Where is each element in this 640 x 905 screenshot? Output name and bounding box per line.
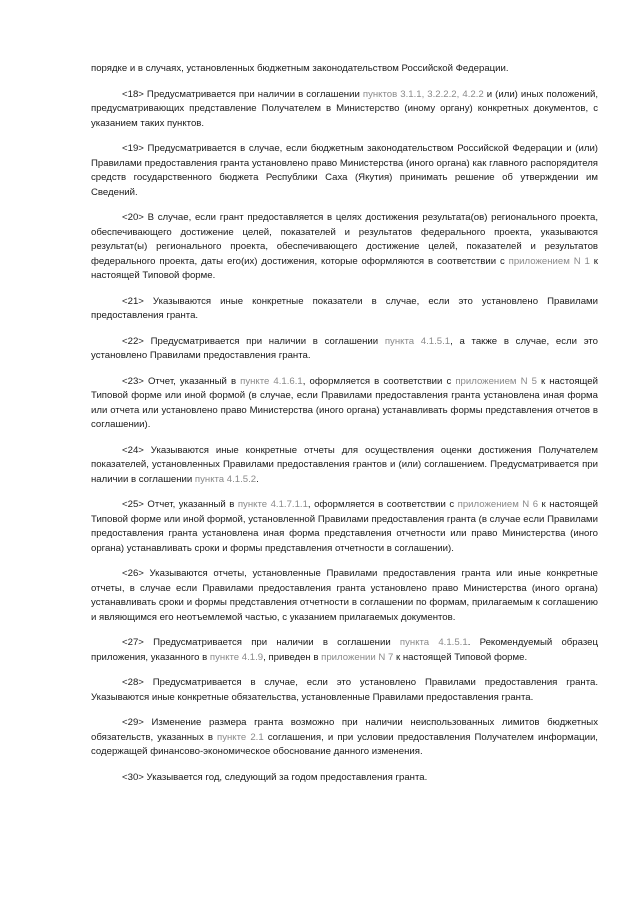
cross-reference-link[interactable]: пункте 4.1.6.1 <box>240 375 303 387</box>
footnote-paragraph-23 <box>91 375 598 433</box>
paragraph-text: <30> Указывается год, следующий за годом предоставления гранта. <box>122 771 428 783</box>
paragraph-text: <25> Отчет, указанный в <box>122 499 238 510</box>
paragraph-text: , а также в случае, если это установлено Правилами предоставления гранта. <box>91 335 598 361</box>
paragraph-text: <24> Указываются иные конкретные отчеты для осуществления оценки достижения Получателем показателей, установленных Правилами предоставления грантов и (или) соглашением. Предусматривается при наличии в соглашении <box>91 444 598 485</box>
paragraph-text: к настоящей Типовой форме. <box>91 255 598 281</box>
cross-reference-link[interactable]: приложением N 5 <box>455 375 537 387</box>
footnote-paragraph-25 <box>91 498 598 556</box>
footnote-paragraph-19 <box>91 142 598 200</box>
paragraph-text: <28> Предусматривается в случае, если это установлено Правилами предоставления гранта. Указываются иные конкретные обязательства, установленные Правилами предоставления гранта. <box>91 677 598 703</box>
paragraph-text: . Рекомендуемый образец приложения, указанного в <box>91 637 598 663</box>
footnote-paragraph-30 <box>91 771 598 786</box>
paragraph-text: к настоящей Типовой форме или иной формой, установленной Правилами предоставления гранта (в случае если Правилами предоставления гранта установлена иная форма представления отчетности или право Министерства (иного органа) устанавливать сроки и формы представления отчетности в соглашении). <box>91 499 598 554</box>
cross-reference-link[interactable]: пунктов 3.1.1, 3.2.2.2, 4.2.2 <box>362 88 484 100</box>
paragraph-text: <27> Предусматривается при наличии в соглашении <box>122 637 400 648</box>
paragraph-text: <22> Предусматривается при наличии в соглашении <box>122 335 385 347</box>
paragraph-text: <26> Указываются отчеты, установленные Правилами предоставления гранта или иные конкретные отчеты, в случае если Правилами предоставления гранта установлено право Министерства (иного органа) устанавливать сроки и формы представления отчетности в соглашении по формам, прилагаемым к соглашению и являющимся его неотъемлемой частью, с указанием прилагаемых документов. <box>91 568 598 623</box>
cross-reference-link[interactable]: приложением N 6 <box>457 499 539 510</box>
paragraph-text: <20> В случае, если грант предоставляется в целях достижения результата(ов) регионального проекта, обеспечивающего достижение целей, показателей и результатов федерального проекта, указываются результат(ы) регионального проекта, обеспечивающего достижение целей, показателей и результатов федерального проекта, даты его(их) достижения, которые оформляются в соответствии с <box>91 212 598 267</box>
paragraph-text: <21> Указываются иные конкретные показатели в случае, если это установлено Правилами предоставления гранта. <box>91 295 598 321</box>
footnote-paragraph-20 <box>91 211 598 284</box>
cross-reference-link[interactable]: приложением N 1 <box>508 255 590 267</box>
cross-reference-link[interactable]: пункте 4.1.9 <box>209 651 264 663</box>
cross-reference-link[interactable]: приложении N 7 <box>321 651 394 663</box>
paragraph-text: <23> Отчет, указанный в <box>122 375 241 387</box>
document-body <box>91 62 598 796</box>
cross-reference-link[interactable]: пункта 4.1.5.1 <box>399 637 468 648</box>
footnote-paragraph-18 <box>91 88 598 132</box>
footnote-paragraph-26 <box>91 567 598 625</box>
paragraph-text: соглашения, и при условии предоставления Получателем информации, содержащей финансово-экономическое обоснование данного изменения. <box>91 731 598 757</box>
paragraph-text: к настоящей Типовой форме или иной формой (в случае, если Правилами предоставления гранта установлена иная форма или отчета или установлено право Министерства (иного органа) устанавливать формы представления отчетов в соглашении). <box>91 375 598 430</box>
cross-reference-link[interactable]: пункте 2.1 <box>217 731 264 743</box>
paragraph-text: , оформляется в соответствии с <box>307 499 458 510</box>
paragraph-text: , оформляется в соответствии с <box>302 375 456 387</box>
cross-reference-link[interactable]: пункте 4.1.7.1.1 <box>237 499 308 510</box>
paragraph-continuation <box>91 62 598 77</box>
footnote-paragraph-27 <box>91 636 598 665</box>
cross-reference-link[interactable]: пункта 4.1.5.2 <box>194 473 257 485</box>
footnote-paragraph-29 <box>91 716 598 760</box>
paragraph-text: . <box>256 473 259 485</box>
footnote-paragraph-24 <box>91 444 598 488</box>
footnote-paragraph-28 <box>91 676 598 705</box>
footnote-paragraph-22 <box>91 335 598 364</box>
paragraph-text: <19> Предусматривается в случае, если бюджетным законодательством Российской Федерации и (или) Правилами предоставления гранта установлено право Министерства (иного органа) как главного распорядителя средств государственного бюджета Республики Саха (Якутия) принимать решение об утверждении им Сведений. <box>91 143 598 198</box>
paragraph-text: <29> Изменение размера гранта возможно при наличии неиспользованных лимитов бюджетных обязательств, указанных в <box>91 717 598 743</box>
paragraph-text: порядке и в случаях, установленных бюджетным законодательством Российской Федерации. <box>91 63 509 74</box>
paragraph-text: к настоящей Типовой форме. <box>393 651 528 663</box>
paragraph-text: , приведен в <box>263 651 322 663</box>
footnote-paragraph-21 <box>91 295 598 324</box>
cross-reference-link[interactable]: пункта 4.1.5.1 <box>384 335 451 347</box>
paragraph-text: <18> Предусматривается при наличии в соглашении <box>122 88 363 100</box>
paragraph-text: и (или) иных положений, предусматривающих представление Получателем в Министерство (иному органу) конкретных документов, с указанием таких пунктов. <box>91 88 599 129</box>
